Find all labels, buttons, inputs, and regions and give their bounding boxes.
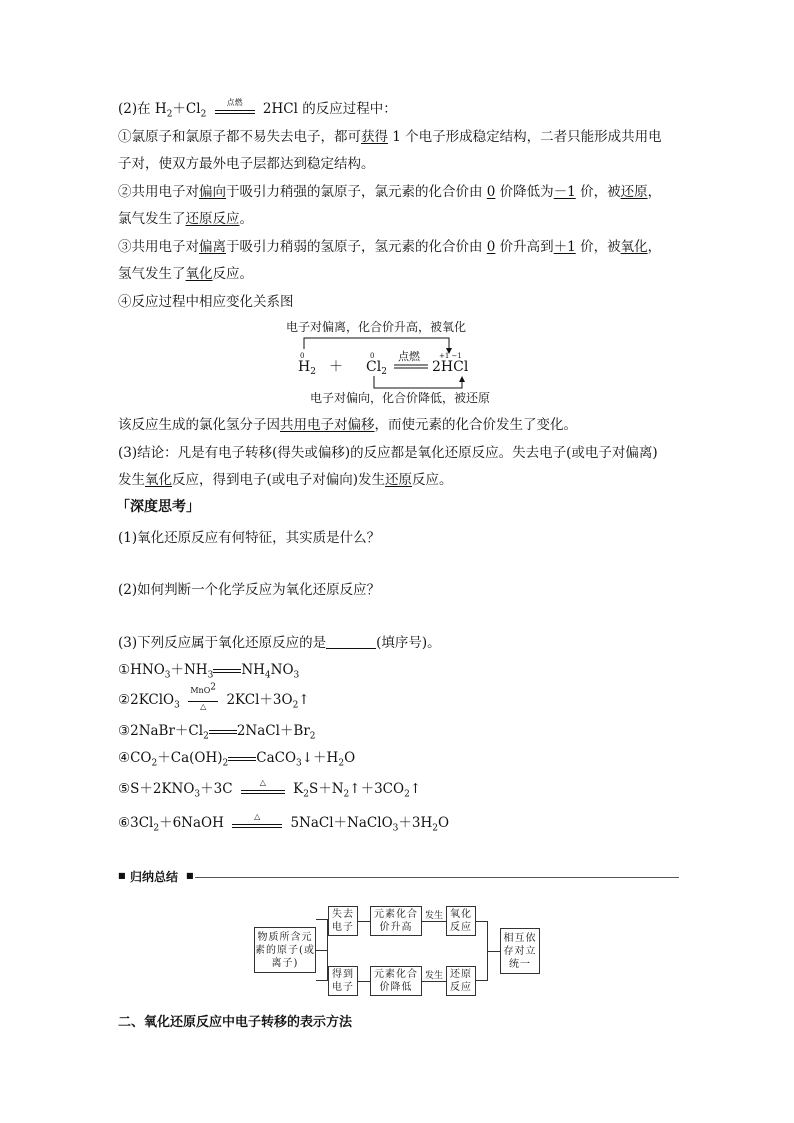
summary-box-fall: 元素化合价降低 bbox=[370, 966, 422, 996]
electron-shift-diagram bbox=[286, 318, 506, 410]
reaction-3: $③2NaBr+Cl_2$ $2NaCl+Br_2$ bbox=[118, 723, 316, 742]
hcl-formula: 2HCl bbox=[432, 359, 469, 375]
svg-text:0: 0 bbox=[300, 352, 305, 360]
question-2: (2)如何判断一个化学反应为氧化还原反应？ bbox=[118, 582, 381, 598]
reaction-4: $④CO_2+Ca(OH)_2$ $CaCO_3↓+H_2O$ bbox=[118, 750, 356, 769]
point-1-line-1: ①氯原子和氯原子都不易失去电子，都可获得 1 个电子形成稳定结构，二者只能形成共用电 bbox=[118, 129, 662, 145]
point-1-line-2: 子对，使双方最外电子层都达到稳定结构。 bbox=[118, 156, 375, 172]
diagram-bottom-label: 电子对偏向，化合价降低，被还原 bbox=[310, 391, 491, 405]
bullet-icon: ■ bbox=[186, 871, 194, 880]
summary-box-rise: 元素化合价升高 bbox=[370, 906, 422, 936]
summary-box-reduction: 还原反应 bbox=[446, 966, 476, 996]
occur-label: 发生 bbox=[425, 971, 444, 981]
text: ＋Cl bbox=[172, 101, 201, 117]
summary-rule bbox=[195, 877, 679, 878]
diagram-top-label: 电子对偏离，化合价升高，被氧化 bbox=[286, 320, 467, 334]
svg-text:+1 −1: +1 −1 bbox=[439, 352, 462, 360]
svg-text:0: 0 bbox=[370, 352, 375, 360]
point-3-line-1: ③共用电子对偏离于吸引力稍弱的氢原子，氢元素的化合价由 0 价升高到＋1 价，被氧化， bbox=[118, 239, 662, 255]
conclusion-line-1: (3)结论：凡是有电子转移(得失或偏移)的反应都是氧化还原反应。失去电子(或电子对偏离) bbox=[118, 445, 658, 461]
subscript: 2 bbox=[166, 109, 173, 120]
reaction-5: $⑤S+2KNO_3+3C$ △ $K_2S+N_2↑+3CO_2↑$ bbox=[118, 777, 422, 800]
h2-formula: $H_2$ bbox=[298, 359, 316, 377]
reaction-2: ②2KClO$_3$ MnO$^2$ △ $2KCl+3O_2↑$ bbox=[118, 681, 310, 711]
point-3-line-2: 氢气发生了氧化反应。 bbox=[118, 266, 253, 282]
reaction-heading bbox=[118, 99, 397, 119]
summary-box-oxidation: 氧化反应 bbox=[446, 906, 476, 936]
reaction-1: $①HNO_3+NH_3$ $NH_4NO_3$ bbox=[118, 662, 300, 681]
summary-box-gain: 得到电子 bbox=[328, 966, 358, 996]
paragraph-line-1: 该反应生成的氯化氢分子因共用电子对偏移，而使元素的化合价发生了变化。 bbox=[118, 417, 577, 433]
text: (2)在 H bbox=[118, 101, 167, 117]
summary-box-lose: 失去电子 bbox=[328, 906, 358, 936]
diagram-condition: 点燃 bbox=[398, 350, 420, 363]
reaction-6: $⑥3Cl_2+6NaOH$ △ $5NaCl+NaClO_3+3H_2O$ bbox=[118, 811, 450, 834]
summary-box-unity: 相互依存对立统一 bbox=[500, 928, 540, 974]
point-2-line-1: ②共用电子对偏向于吸引力稍强的氯原子，氯元素的化合价由 0 价降低为－1 价，被还原， bbox=[118, 184, 662, 200]
question-3: (3)下列反应属于氧化还原反应的是 (填序号)。 bbox=[118, 635, 441, 651]
plus-sign: ＋ bbox=[329, 359, 343, 375]
bullet-icon: ■ bbox=[118, 871, 126, 880]
deep-thinking-title: 「深度思考」 bbox=[116, 499, 200, 515]
reaction-condition: 点燃 bbox=[215, 101, 255, 119]
point-2-line-2: 氯气发生了还原反应。 bbox=[118, 211, 253, 227]
question-1: (1)氧化还原反应有何特征，其实质是什么？ bbox=[118, 530, 381, 546]
summary-title: 归纳总结 bbox=[130, 870, 179, 884]
text: 2HCl 的反应过程中： bbox=[258, 101, 397, 117]
section-2-title: 二、氧化还原反应中电子转移的表示方法 bbox=[118, 1015, 353, 1030]
answer-blank[interactable] bbox=[326, 634, 376, 649]
cl2-formula: $Cl_2$ bbox=[366, 359, 387, 377]
point-4-heading: ④反应过程中相应变化关系图 bbox=[118, 294, 294, 310]
conclusion-line-2: 发生氧化反应，得到电子(或电子对偏向)发生还原反应。 bbox=[118, 472, 453, 488]
summary-box-atom: 物质所含元素的原子(或离子) bbox=[254, 927, 316, 973]
occur-label: 发生 bbox=[425, 911, 444, 921]
subscript: 2 bbox=[200, 109, 207, 120]
